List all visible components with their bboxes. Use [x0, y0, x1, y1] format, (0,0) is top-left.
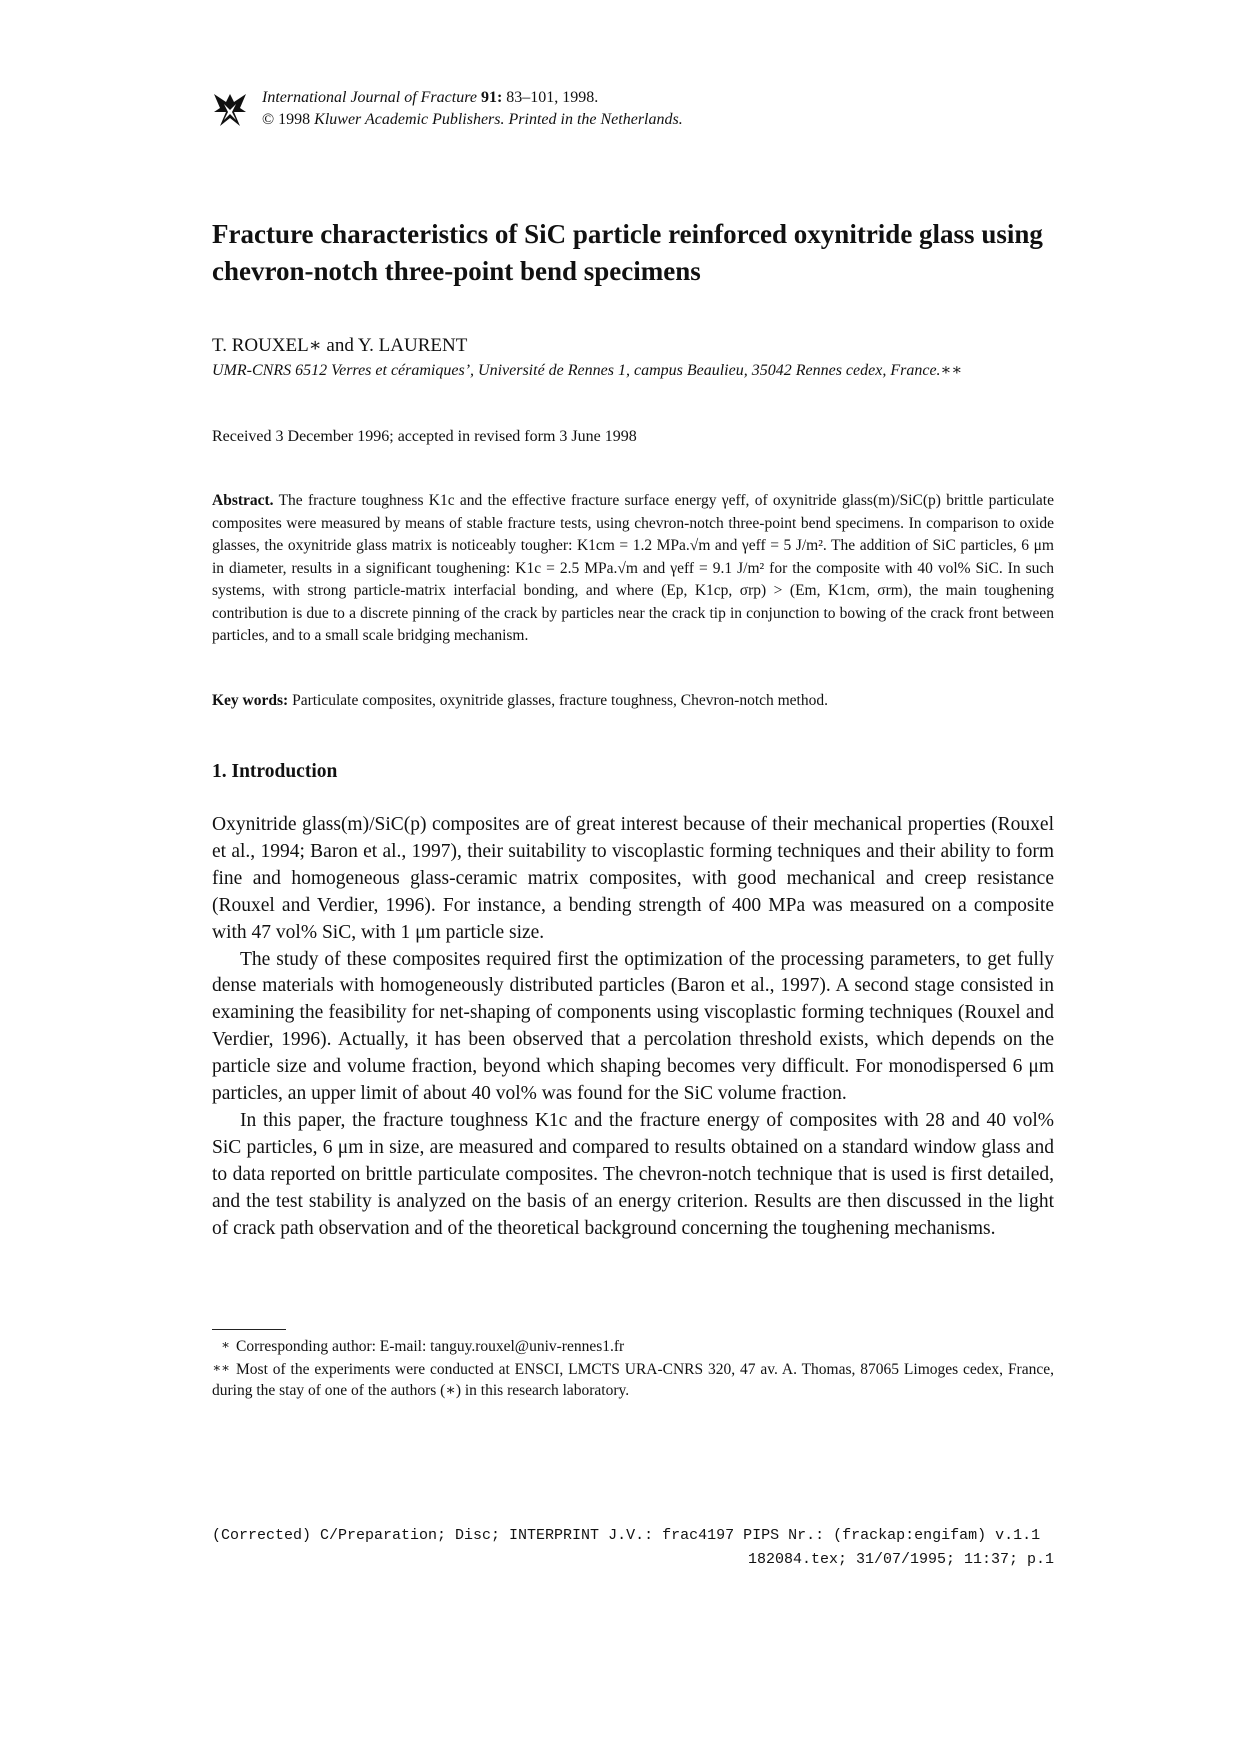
keywords-label: Key words:: [212, 692, 289, 709]
journal-pages-year: 83–101, 1998.: [506, 89, 599, 106]
keywords-text: Particulate composites, oxynitride glasses, fracture toughness, Chevron-notch method.: [292, 692, 828, 709]
journal-volume: 91:: [480, 89, 503, 106]
body-paragraph: In this paper, the fracture toughness K1c and the fracture energy of composites with 28 and 40 vol% SiC particles, 6 μm in size, are measured and compared to results obtained on a standard window glass and to data reported on brittle particulate composites. The chevron-notch technique that is used is first detailed, and the test stability is analyzed on the basis of an energy criterion. Results are then discussed in the light of crack path observation and of the theoretical background concerning the toughening mechanisms.: [212, 1109, 1054, 1239]
copyright-line: [262, 110, 683, 130]
introduction-body: [212, 812, 1054, 1243]
abstract: [212, 490, 1054, 648]
section-heading-introduction: 1. Introduction: [212, 761, 338, 782]
footnote-text: Most of the experiments were conducted at ENSCI, LMCTS URA-CNRS 320, 47 av. A. Thomas, 87065 Limoges cedex, France, during the stay of one of the authors (∗) in this research laboratory.: [212, 1361, 1054, 1399]
footnote-1: [212, 1334, 1054, 1357]
footnote-text: Corresponding author: E-mail: tanguy.rouxel@univ-rennes1.fr: [236, 1338, 625, 1355]
body-paragraph: Oxynitride glass(m)/SiC(p) composites are of great interest because of their mechanical properties (Rouxel et al., 1994; Baron et al., 1997), their suitability to viscoplastic forming techniques and their ability to form fine and homogeneous glass-ceramic matrix composites, with good mechanical and creep resistance (Rouxel and Verdier, 1996). For instance, a bending strength of 400 MPa was measured on a composite with 47 vol% SiC, with 1 μm particle size.: [212, 814, 1054, 943]
typesetting-footer-line1: (Corrected) C/Preparation; Disc; INTERPRINT J.V.: frac4197 PIPS Nr.: (frackap:engifam) v.1.1: [212, 1527, 1041, 1544]
publisher-name: Kluwer Academic Publishers. Printed in the Netherlands.: [314, 111, 683, 128]
body-paragraph: The study of these composites required first the optimization of the processing parameters, to get fully dense materials with homogeneously distributed particles (Baron et al., 1997). A second stage consisted in examining the feasibility for net-shaping of components using viscoplastic forming techniques (Rouxel and Verdier, 1996). Actually, it has been observed that a percolation threshold exists, which depends on the particle size and volume fraction, beyond which shaping becomes very difficult. For monodispersed 6 μm particles, an upper limit of about 40 vol% was found for the SiC volume fraction.: [212, 948, 1054, 1105]
footnote-mark: ∗∗: [212, 1360, 230, 1375]
abstract-text: The fracture toughness K1c and the effective fracture surface energy γeff, of oxynitride glass(m)/SiC(p) brittle particulate composites were measured by means of stable fracture tests, using chevron-notch three-point bend specimens. In comparison to oxide glasses, the oxynitride glass matrix is noticeably tougher: K1cm = 1.2 MPa.√m and γeff = 5 J/m². The addition of SiC particles, 6 μm in diameter, results in a significant toughening: K1c = 2.5 MPa.√m and γeff = 9.1 J/m² for the composite with 40 vol% SiC. In such systems, with strong particle-matrix interfacial bonding, and where (Ep, K1cp, σrp) > (Em, K1cm, σrm), the main toughening contribution is due to a discrete pinning of the crack by particles near the crack tip in conjunction to bowing of the crack front between particles, and to a small scale bridging mechanism.: [212, 492, 1054, 644]
publisher-logo-icon: [212, 90, 248, 130]
footnote-mark: ∗: [221, 1337, 230, 1352]
journal-header: [212, 84, 1112, 134]
footnote-2: [212, 1357, 1054, 1401]
keywords: [212, 691, 1054, 711]
author-list: T. ROUXEL∗ and Y. LAURENT: [212, 335, 468, 356]
abstract-label: Abstract.: [212, 492, 274, 509]
journal-citation: [262, 88, 598, 108]
received-dates: Received 3 December 1996; accepted in revised form 3 June 1998: [212, 428, 637, 445]
copyright-year: © 1998: [262, 111, 311, 128]
journal-name: International Journal of Fracture: [262, 89, 477, 106]
typesetting-footer-line2: 182084.tex; 31/07/1995; 11:37; p.1: [747, 1551, 1054, 1568]
paper-title: Fracture characteristics of SiC particle reinforced oxynitride glass using chevron-notch three-point bend specimens: [212, 219, 1043, 286]
footnotes: [212, 1334, 1054, 1401]
author-affiliation: UMR-CNRS 6512 Verres et céramiques’, Université de Rennes 1, campus Beaulieu, 35042 Rennes cedex, France.∗∗: [212, 362, 963, 379]
footnote-rule: [212, 1329, 286, 1330]
